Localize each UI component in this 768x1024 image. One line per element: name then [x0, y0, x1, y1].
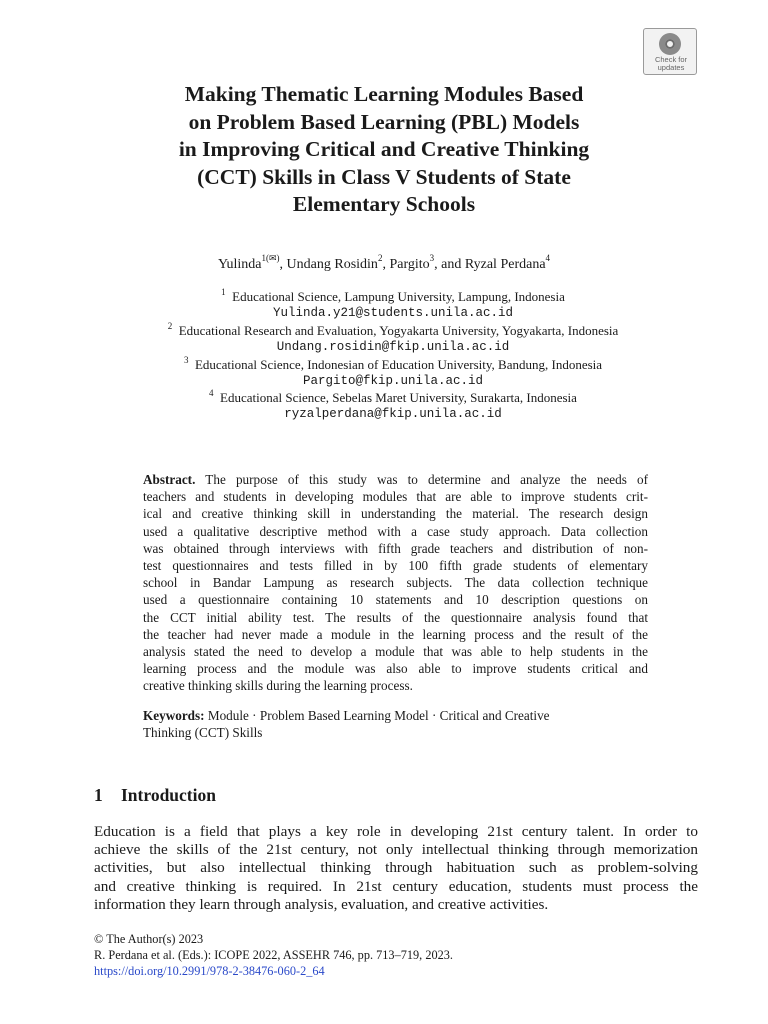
- affiliation-text: Educational Science, Lampung University, Lampung, Indonesia: [232, 289, 565, 304]
- abstract-line: was obtained through interviews with fifth grade teachers and distribution of non-: [143, 540, 648, 556]
- affiliation-number: 1: [221, 286, 226, 297]
- author-name: , and Ryzal Perdana: [434, 257, 546, 272]
- abstract-line: school in Bandar Lampung as research subjects. The data collection technique: [143, 575, 648, 591]
- author-name: , Pargito: [382, 257, 430, 272]
- abstract-line: used a qualitative descriptive method with a case study approach. Data collection: [143, 523, 648, 539]
- citation: R. Perdana et al. (Eds.): ICOPE 2022, ASSEHR 746, pp. 713–719, 2023.: [94, 948, 453, 962]
- affiliation-text: Educational Research and Evaluation, Yogyakarta University, Yogyakarta, Indonesia: [178, 323, 619, 338]
- title-line: Making Thematic Learning Modules Based: [184, 82, 584, 106]
- abstract-line: used a questionnaire containing 10 statements and 10 description questions on: [143, 592, 648, 608]
- keywords-line: Thinking (CCT) Skills: [143, 724, 263, 740]
- affiliation-3: [0, 354, 768, 390]
- author-email[interactable]: Undang.rosidin@fkip.unila.ac.id: [276, 340, 510, 354]
- author-list: [0, 253, 768, 273]
- body-line: information they learn through analysis, evaluation, and creative activities.: [94, 895, 549, 913]
- body-line: and creative thinking is required. In 21st century education, students must process the: [94, 877, 698, 895]
- footer: [94, 931, 453, 979]
- abstract-line: ical and creative thinking skill in understanding the material. The research design: [143, 506, 648, 522]
- author-email[interactable]: Pargito@fkip.unila.ac.id: [302, 374, 484, 388]
- keywords-label: Keywords:: [143, 708, 205, 723]
- section-title: Introduction: [121, 785, 216, 805]
- copyright-notice: © The Author(s) 2023: [94, 932, 204, 946]
- title-line: (CCT) Skills in Class V Students of State: [197, 164, 571, 189]
- title-line: on Problem Based Learning (PBL) Models: [188, 109, 580, 134]
- introduction-paragraph: [94, 823, 698, 914]
- author-email[interactable]: Yulinda.y21@students.unila.ac.id: [272, 306, 514, 320]
- body-line: Education is a field that plays a key role in developing 21st century talent. In order to: [94, 823, 698, 840]
- affiliation-text: Educational Science, Sebelas Maret University, Surakarta, Indonesia: [220, 390, 577, 405]
- badge-label-line1: Check for: [654, 55, 688, 64]
- affiliation-number: 3: [183, 354, 189, 365]
- author-email[interactable]: ryzalperdana@fkip.unila.ac.id: [284, 407, 502, 421]
- author-name: , Undang Rosidin: [279, 257, 378, 272]
- author-affiliation-mark: 1(✉): [261, 253, 280, 264]
- affiliation-number: 4: [209, 387, 214, 398]
- check-for-updates-badge[interactable]: [643, 28, 697, 75]
- author-affiliation-mark: 3: [429, 253, 435, 264]
- abstract: [143, 471, 648, 694]
- title-line: in Improving Critical and Creative Thinking: [178, 137, 590, 161]
- abstract-line: learning process and the module was also able to improve students critical and: [143, 661, 648, 677]
- abstract-line: teachers and students in developing modules that are able to improve students crit-: [143, 489, 648, 505]
- body-line: achieve the skills of the 21st century, not only intellectual thinking through memorization: [94, 841, 698, 859]
- abstract-label: Abstract.: [143, 472, 196, 487]
- check-for-updates-icon: [659, 33, 681, 55]
- abstract-line: creative thinking skills during the learning process.: [143, 678, 413, 694]
- abstract-line: the CCT initial ability test. The results of the questionnaire analysis found that: [143, 609, 648, 625]
- keywords: [143, 708, 648, 741]
- affiliation-1: [0, 286, 768, 322]
- section-heading: [94, 785, 216, 806]
- affiliation-text: Educational Science, Indonesian of Education University, Bandung, Indonesia: [194, 357, 603, 372]
- title-line: Elementary Schools: [292, 192, 476, 216]
- abstract-line: the teacher had never made a module in the learning process and the result of the: [143, 626, 648, 642]
- section-number: 1: [94, 785, 103, 805]
- author-name: Yulinda: [217, 257, 262, 272]
- paper-title: [120, 81, 648, 219]
- badge-label-line2: updates: [657, 63, 685, 72]
- abstract-line: analysis stated the need to develop a module that was able to help students in the: [143, 643, 648, 659]
- affiliation-number: 2: [167, 320, 173, 331]
- author-affiliation-mark: 4: [545, 253, 551, 264]
- author-affiliation-mark: 2: [377, 253, 383, 264]
- abstract-line: The purpose of this study was to determine and analyze the needs of: [195, 472, 648, 487]
- doi-link[interactable]: https://doi.org/10.2991/978-2-38476-060-2_64: [94, 964, 325, 978]
- abstract-line: test questionnaires and tests filled in by 100 fifth grade students of elementary: [143, 557, 648, 573]
- affiliation-4: [0, 387, 768, 423]
- keywords-line: Module · Problem Based Learning Model · Critical and Creative: [204, 708, 550, 723]
- body-line: activities, but also intellectual thinking through habituation such as problem-solving: [94, 859, 698, 877]
- affiliation-2: [0, 320, 768, 356]
